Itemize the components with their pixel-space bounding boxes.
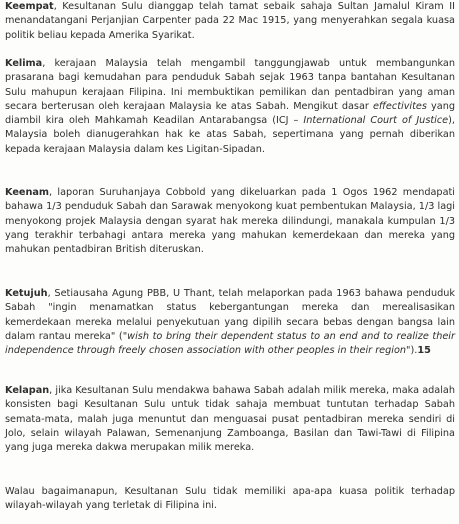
paragraph-walau	[5, 485, 455, 514]
paragraph-text: Walau bagaimanapun, Kesultanan Sulu tidak memiliki apa-apa kuasa politik terhadap wilayah-wilayah yang terletak di Filipina ini.	[5, 486, 455, 512]
paragraph-italic-term: International Court of Justice	[303, 115, 449, 127]
paragraph-lead: Keenam	[5, 187, 50, 198]
paragraph-lead: Ketujuh	[5, 288, 48, 299]
paragraph-lead: Keempat	[5, 1, 54, 12]
paragraph-ketujuh	[5, 287, 455, 358]
paragraph-text: yang diambil kira oleh Mahkamah Keadilan Antarabangsa (ICJ –	[5, 100, 455, 127]
paragraph-text: , Kesultanan Sulu dianggap telah tamat sebaik sahaja Sultan Jamalul Kiram II menandatangani Perjanjian Carpenter pada 22 Mac 1915, yang menyerahkan segala kuasa politik beliau kepada Amerika Syarikat.	[5, 1, 455, 41]
paragraph-keenam	[5, 186, 455, 257]
paragraph-text: , laporan Suruhanjaya Cobbold yang dikeluarkan pada 1 Ogos 1962 mendapati bahawa 1/3 penduduk Sabah dan Sarawak menyokong kuat pembentukan Malaysia, 1/3 lagi menyokong projek Malaysia dengan syarat hak mereka dilindungi, manakala kumpulan 1/3 yang terakhir terbahagi antara mereka yang mahukan kemerdekaan dan mereka yang mahukan pentadbiran British diteruskan.	[5, 187, 455, 256]
paragraph-text: ), Malaysia boleh dianugerahkan hak ke atas Sabah, sepertimana yang pernah diberikan kepada kerajaan Malaysia dalam kes Ligitan-Sipadan.	[5, 115, 455, 155]
paragraph-text: , kerajaan Malaysia telah mengambil tanggungjawab untuk membangunkan prasarana bagi kemudahan para penduduk Sabah sejak 1963 tanpa bantahan Kesultanan Sulu mahupun kerajaan Filipina. Ini membuktikan pemilikan dan pentadbiran yang aman secara berterusan oleh kerajaan Malaysia ke atas Sabah. Mengikut dasar	[5, 58, 455, 112]
paragraph-keempat	[5, 0, 455, 43]
paragraph-text: , jika Kesultanan Sulu mendakwa bahawa Sabah adalah milik mereka, maka adalah konsisten bagi Kesultanan Sulu untuk tidak sahaja membuat tuntutan terhadap Sabah semata-mata, malah juga menuntut dan menguasai pusat pentadbiran mereka sendiri di Jolo, selain wilayah Palawan, Semenanjung Zamboanga, Basilan dan Tawi-Tawi di Filipina yang juga mereka dakwa merupakan milik mereka.	[5, 385, 455, 454]
paragraph-text: ").	[406, 345, 418, 357]
paragraph-italic-quote: wish to bring their dependent status to an end and to realize their independence through freely chosen association with other peoples in their region	[5, 330, 455, 357]
footnote-reference[interactable]: 15	[417, 345, 431, 357]
paragraph-kelapan	[5, 384, 455, 455]
paragraph-lead: Kelapan	[5, 385, 50, 396]
paragraph-kelima	[5, 57, 455, 157]
paragraph-text: , Setiausaha Agung PBB, U Thant, telah melaporkan pada 1963 bahawa penduduk Sabah "ingin menamatkan status kebergantungan mereka dan merealisasikan kemerdekaan mereka melalui penyekutuan yang dipilih secara bebas dengan bangsa lain dalam rantau mereka" ("	[5, 288, 455, 342]
paragraph-italic-term: effectivites	[372, 100, 427, 112]
paragraph-lead: Kelima	[5, 58, 43, 69]
